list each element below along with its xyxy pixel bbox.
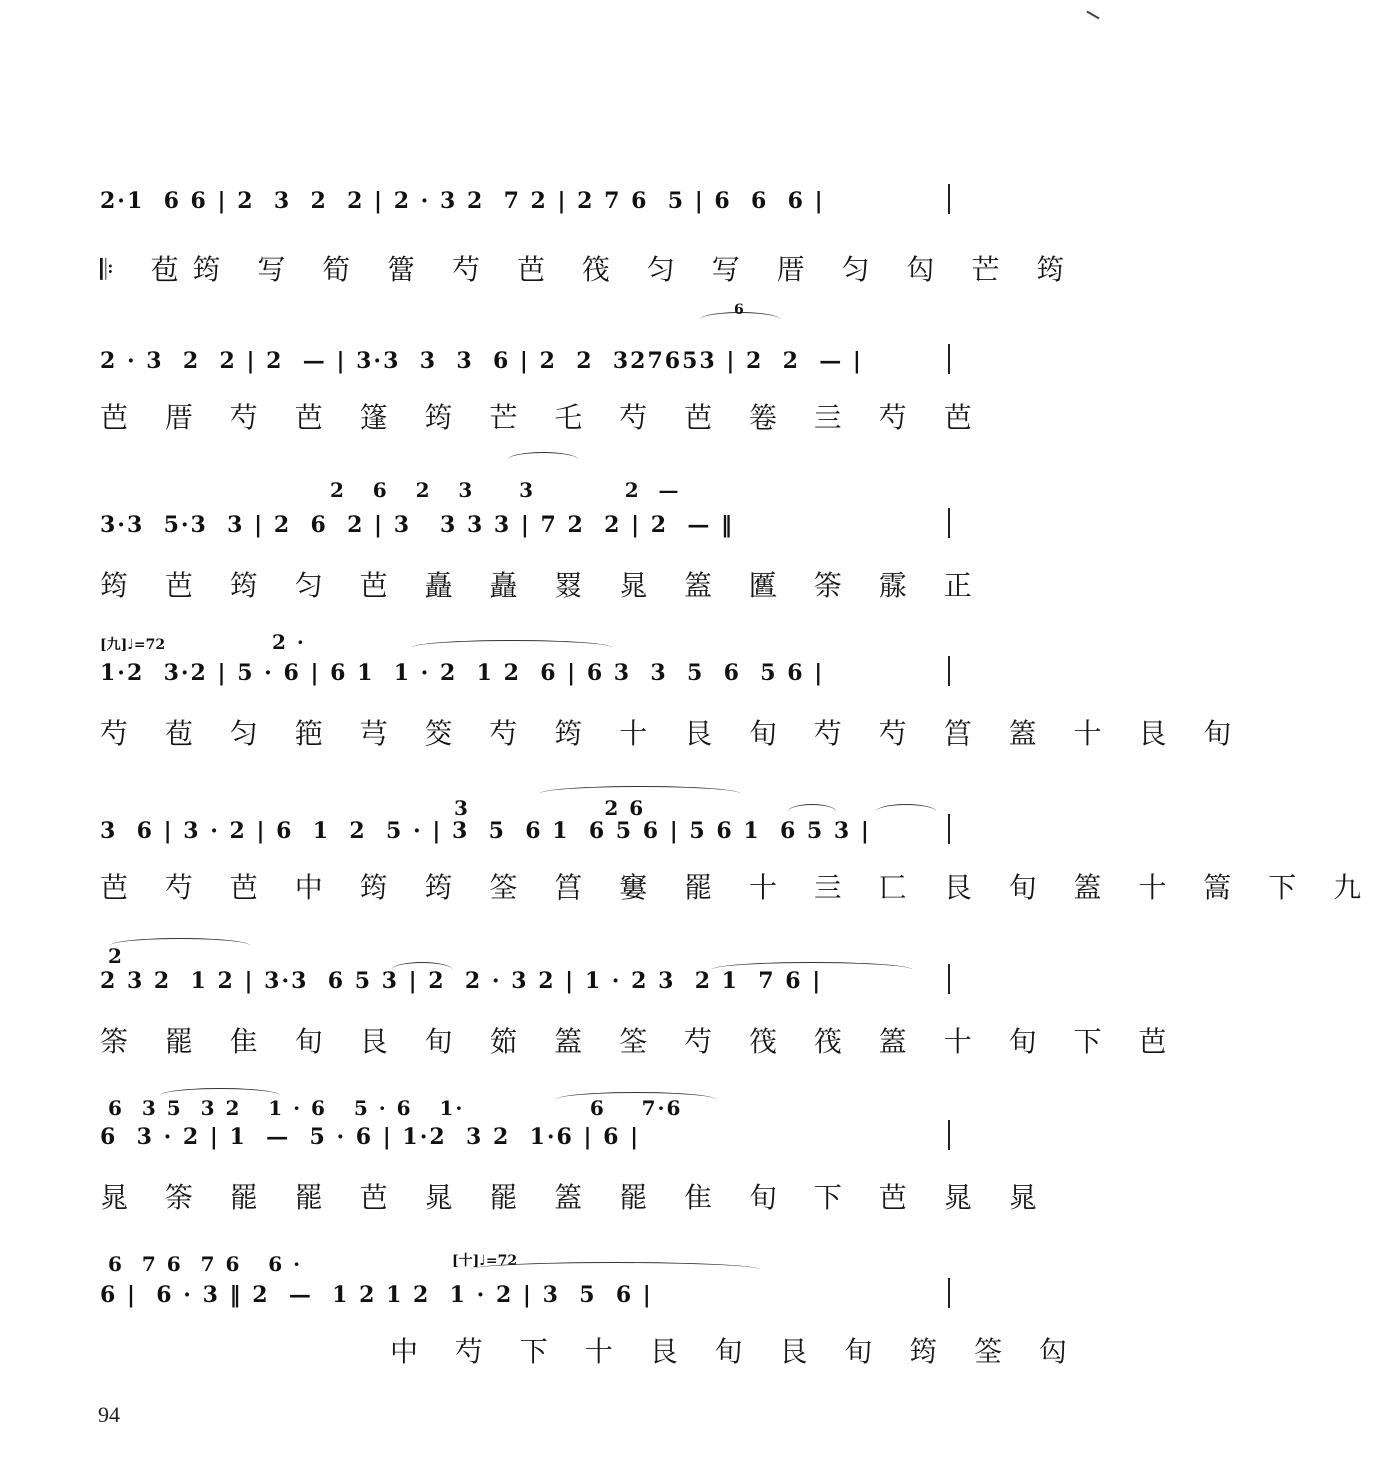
tie-slur: [788, 804, 836, 819]
phrase-slur: [540, 786, 740, 801]
tie-slur: [876, 804, 936, 819]
page-number: 94: [98, 1402, 120, 1427]
jianzipu-line: 晁 筡 罷 罷 芭 晁 罷 篕 罷 隹 旬 下 芭 晁 晁: [100, 1181, 1051, 1214]
phrase-slur: [412, 640, 612, 655]
jianzipu-line: 筡 罷 隹 旬 艮 旬 筎 篕 筌 芍 筏 筏 篕 十 旬 下 芭: [100, 1025, 1181, 1058]
jianpu-line: 2 3 2 1 2 | 3·3 6 5 3 | 2 2 · 3 2 | 1 · 2 3 2 1 7 6 |: [100, 968, 960, 1000]
upper-voice-line: 2 6 2 3 3 2 —: [330, 478, 681, 502]
upper-voice-line: 2: [108, 944, 124, 968]
upper-voice-line: 6 3 5 3 2 1 · 6 5 · 6 1· 6 7·6: [108, 1096, 683, 1120]
section-marker: [九]♩=72: [100, 637, 166, 653]
jianzipu-line: 芍 苞 匀 筢 芎 筊 芍 筠 十 艮 旬 芍 芍 筥 篕 十 艮 旬: [100, 717, 1246, 750]
tick-mark: [1086, 11, 1099, 20]
jianzipu-line: 芭 芍 芭 中 筠 筠 筌 筥 窶 罷 十 亖 匸 艮 旬 篕 十 篙 下 九: [100, 871, 1375, 904]
jianzipu-line: 𝄆 苞筠 写 筍 簹 芍 芭 筏 匀 写 厝 匀 匃 芒 筠: [100, 253, 1079, 286]
jianpu-line: 3·3 5·3 3 | 2 6 2 | 3 3 3 3 | 7 2 2 | 2 — ‖: [100, 512, 960, 544]
upper-voice-line: 2 ·: [272, 630, 306, 654]
jianpu-line: 6 | 6 · 3 ‖ 2 — 1 2 1 2 1 · 2 | 3 5 6 |: [100, 1282, 960, 1314]
jianpu-line: 6 3 · 2 | 1 — 5 · 6 | 1·2 3 2 1·6 | 6 |: [100, 1124, 960, 1156]
section-marker: [十]♩=72: [452, 1253, 518, 1269]
upper-voice-line: 3 2 6: [454, 796, 646, 820]
jianpu-line: 2·1 6 6 | 2 3 2 2 | 2 · 3 2 7 2 | 2 7 6 5 | 6 6 6 |: [100, 188, 960, 220]
jianpu-line: 1·2 3·2 | 5 · 6 | 6 1 1 · 2 1 2 6 | 6 3 3 5 6 5 6 |: [100, 660, 960, 692]
jianpu-line: 2 · 3 2 2 | 2 — | 3·3 3 3 6 | 2 2 327653 | 2 2 — |: [100, 348, 960, 380]
jianzipu-line: 筠 芭 筠 匀 芭 矗 矗 罬 晁 篕 匶 筡 霡 正: [100, 569, 986, 602]
jianpu-line: 3 6 | 3 · 2 | 6 1 2 5 · | 3 5 6 1 6 5 6 | 5 6 1 6 5 3 |: [100, 818, 960, 850]
jianzipu-line: 芭 厝 芍 芭 篷 筠 芒 乇 芍 芭 箞 亖 芍 芭: [100, 401, 986, 434]
tie-slur: [508, 452, 578, 467]
jianzipu-line: 中 芍 下 十 艮 旬 艮 旬 筠 筌 匃: [390, 1335, 1082, 1368]
tuplet-label: 6: [734, 302, 744, 318]
upper-voice-line: 6 7 6 7 6 6 ·: [108, 1252, 303, 1276]
